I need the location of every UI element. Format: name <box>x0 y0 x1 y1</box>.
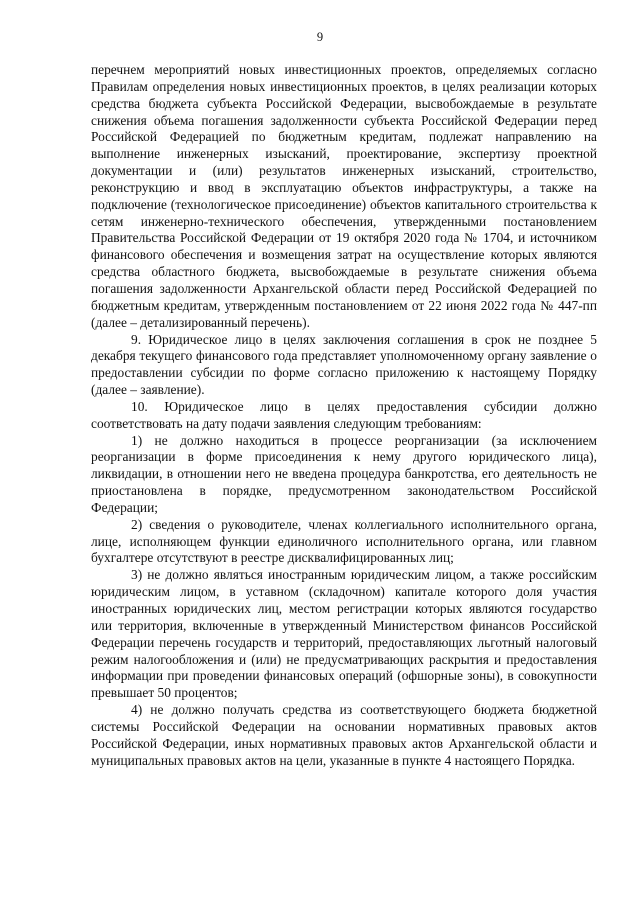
paragraph-clause-10-item-1: 1) не должно находиться в процессе реорганизации (за исключением реорганизации в форме присоединения к нему другого юридического лица), ликвидации, в отношении него не введена процедура банкротства, его деятельность не приостановлена в порядке, предусмотренном законодательством Российской Федерации; <box>91 432 597 515</box>
document-body <box>91 62 597 769</box>
paragraph-continued: перечнем мероприятий новых инвестиционных проектов, определяемых согласно Правилам определения новых инвестиционных проектов, в целях реализации которых средства бюджета субъекта Российской Федерации, высвобождаемые в результате снижения объема погашения задолженности субъекта Российской Федерации перед Российской Федерацией по бюджетным кредитам, подлежат направлению на выполнение инженерных изысканий, проектирование, экспертизу проектной документации и (или) результатов инженерных изысканий, строительство, реконструкцию и ввод в эксплуатацию объектов инфраструктуры, а также на подключение (технологическое присоединение) объектов капитального строительства к сетям инженерно-технического обеспечения, утвержденными постановлением Правительства Российской Федерации от 19 октября 2020 года № 1704, и источником финансового обеспечения и возмещения затрат на осуществление которых являются средства областного бюджета, высвобождаемые в результате снижения объема погашения задолженности Архангельской области перед Российской Федерацией по бюджетным кредитам, утвержденным постановлением от 22 июня 2022 года № 447-пп (далее – детализированный перечень). <box>91 62 597 330</box>
paragraph-clause-10-item-3: 3) не должно являться иностранным юридическим лицом, а также российским юридическим лицом, в уставном (складочном) капитале которого доля участия иностранных юридических лиц, местом регистрации которых являются государство или территория, включенные в утвержденный Министерством финансов Российской Федерации перечень государств и территорий, предоставляющих льготный налоговый режим налогообложения и (или) не предусматривающих раскрытия и предоставления информации при проведении финансовых операций (офшорные зоны), в совокупности превышает 50 процентов; <box>91 567 597 701</box>
paragraph-clause-10-item-2: 2) сведения о руководителе, членах коллегиального исполнительного органа, лице, исполняющем функции единоличного исполнительного органа, или главном бухгалтере отсутствуют в реестре дисквалифицированных лиц; <box>91 516 597 566</box>
paragraph-clause-10-item-4: 4) не должно получать средства из соответствующего бюджета бюджетной системы Российской Федерации на основании нормативных правовых актов Российской Федерации, иных нормативных правовых актов Архангельской области и муниципальных правовых актов на цели, указанные в пункте 4 настоящего Порядка. <box>91 702 597 768</box>
page-number: 9 <box>316 30 324 44</box>
paragraph-clause-10: 10. Юридическое лицо в целях предоставления субсидии должно соответствовать на дату подачи заявления следующим требованиям: <box>91 398 597 431</box>
paragraph-clause-9: 9. Юридическое лицо в целях заключения соглашения в срок не позднее 5 декабря текущего финансового года представляет уполномоченному органу заявление о предоставлении субсидии по форме согласно приложению к настоящему Порядку (далее – заявление). <box>91 331 597 398</box>
